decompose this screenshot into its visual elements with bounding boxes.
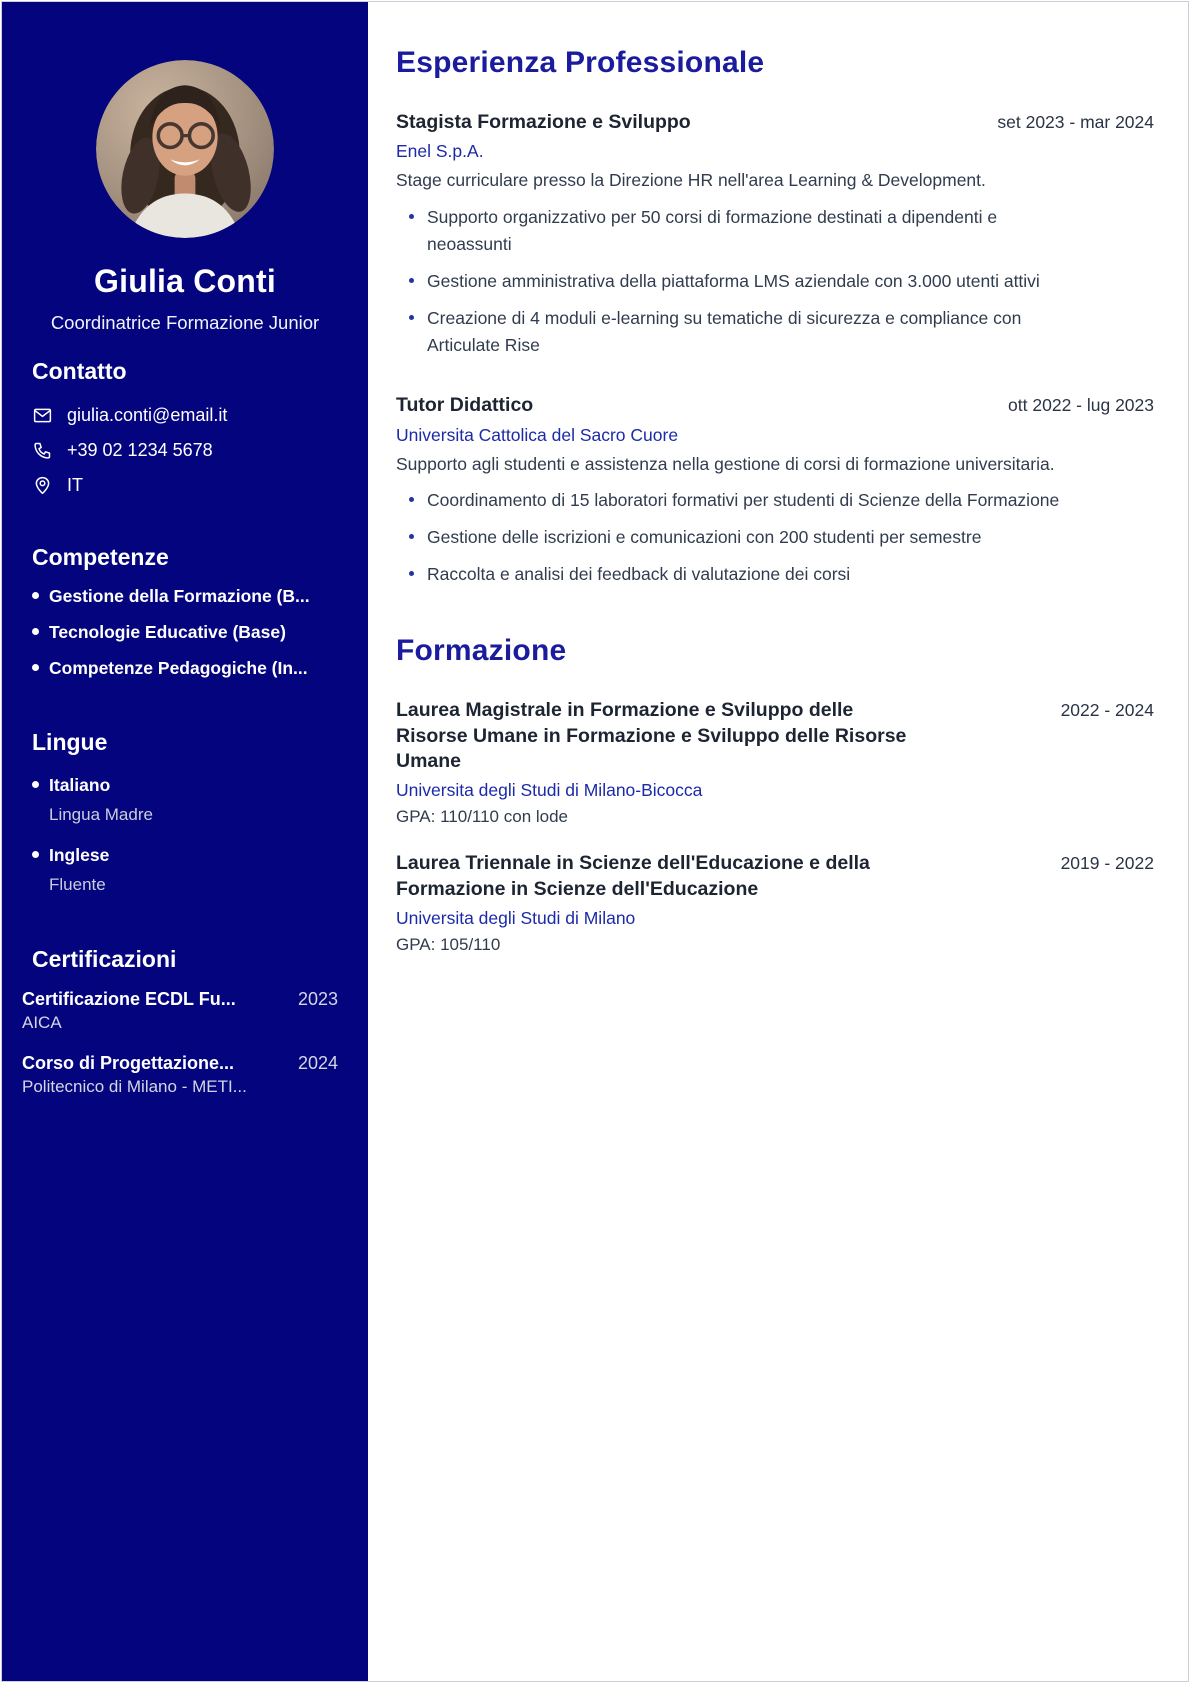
candidate-job-title: Coordinatrice Formazione Junior xyxy=(50,312,320,333)
language-name: Inglese xyxy=(49,845,110,866)
job-bullet-list xyxy=(396,204,1154,360)
experience-section-title: Esperienza Professionale xyxy=(396,46,765,79)
job-title: Stagista Formazione e Sviluppo xyxy=(396,111,691,133)
job-dates: set 2023 - mar 2024 xyxy=(997,112,1154,132)
certification-year: 2023 xyxy=(297,988,338,1009)
job-bullet: Supporto organizzativo per 50 corsi di formazione destinati a dipendenti e neoassunti xyxy=(396,204,1082,258)
job-bullet: Creazione di 4 moduli e-learning su tematiche di sicurezza e compliance con Articulate Rise xyxy=(396,305,1082,359)
job-bullet-list xyxy=(396,487,1154,588)
company-link[interactable]: Universita Cattolica del Sacro Cuore xyxy=(396,424,679,445)
job-bullet: Coordinamento di 15 laboratori formativi per studenti di Scienze della Formazione xyxy=(396,487,1082,514)
degree-title: Laurea Magistrale in Formazione e Sviluppo delle Risorse Umane in Formazione e Sviluppo delle Risorse Umane xyxy=(396,699,907,772)
sidebar xyxy=(2,2,368,1681)
skill-item: Competenze Pedagogiche (In... xyxy=(32,657,344,680)
certification-year: 2024 xyxy=(297,1052,338,1073)
candidate-name: Giulia Conti xyxy=(94,263,276,299)
skill-item: Tecnologie Educative (Base) xyxy=(32,621,344,644)
language-level: Lingua Madre xyxy=(49,805,153,824)
languages-list xyxy=(2,774,368,896)
contact-email: giulia.conti@email.it xyxy=(67,405,228,425)
skill-item: Gestione della Formazione (B... xyxy=(32,585,344,608)
email-icon xyxy=(32,405,53,426)
profile-photo xyxy=(96,60,274,238)
education-dates: 2019 - 2022 xyxy=(1060,853,1154,874)
contact-phone: +39 02 1234 5678 xyxy=(67,440,213,460)
certification-item xyxy=(2,989,368,1033)
job-title: Tutor Didattico xyxy=(396,394,534,417)
education-section-title: Formazione xyxy=(396,634,567,668)
contact-phone-row xyxy=(32,440,338,461)
education-dates: 2022 - 2024 xyxy=(1060,700,1154,721)
profile-photo-illustration xyxy=(96,60,274,238)
contact-heading: Contatto xyxy=(32,358,127,384)
skills-list xyxy=(2,585,368,679)
contact-location: IT xyxy=(67,475,83,495)
education-item xyxy=(396,851,1154,955)
certification-issuer: AICA xyxy=(22,1012,62,1032)
contact-email-row xyxy=(32,405,338,426)
phone-icon xyxy=(32,440,53,461)
education-item xyxy=(396,698,1154,827)
cv-page xyxy=(1,1,1189,1682)
languages-heading: Lingue xyxy=(32,729,108,756)
degree-title: Laurea Triennale in Scienze dell'Educazione e della Formazione in Scienze dell'Educazione xyxy=(396,852,870,900)
contact-list xyxy=(2,405,368,496)
certification-item xyxy=(2,1053,368,1097)
job-bullet: Raccolta e analisi dei feedback di valutazione dei corsi xyxy=(396,561,1082,588)
experience-item xyxy=(396,110,1154,359)
certifications-heading: Certificazioni xyxy=(32,945,177,972)
skills-heading: Competenze xyxy=(32,544,169,570)
job-summary: Supporto agli studenti e assistenza nella gestione di corsi di formazione universitaria. xyxy=(396,453,1055,474)
language-level: Fluente xyxy=(49,874,106,894)
experience-item xyxy=(396,393,1154,588)
language-item xyxy=(32,844,344,896)
job-dates: ott 2022 - lug 2023 xyxy=(1008,395,1154,416)
gpa-text: GPA: 105/110 xyxy=(396,934,501,954)
school-link[interactable]: Universita degli Studi di Milano-Bicocca xyxy=(396,780,703,801)
certification-title: Certificazione ECDL Fu... xyxy=(22,988,236,1009)
certification-issuer: Politecnico di Milano - METI... xyxy=(22,1076,247,1096)
language-item xyxy=(32,774,344,826)
language-name: Italiano xyxy=(49,775,111,796)
school-link[interactable]: Universita degli Studi di Milano xyxy=(396,907,636,928)
main-content xyxy=(368,2,1188,1681)
certification-title: Corso di Progettazione... xyxy=(22,1052,235,1073)
job-bullet: Gestione amministrativa della piattaforma LMS aziendale con 3.000 utenti attivi xyxy=(396,268,1082,295)
contact-location-row xyxy=(32,475,338,496)
company-link[interactable]: Enel S.p.A. xyxy=(396,141,484,162)
job-bullet: Gestione delle iscrizioni e comunicazioni con 200 studenti per semestre xyxy=(396,524,1082,551)
job-summary: Stage curriculare presso la Direzione HR nell'area Learning & Development. xyxy=(396,170,986,191)
location-pin-icon xyxy=(32,475,53,496)
gpa-text: GPA: 110/110 con lode xyxy=(396,807,569,827)
